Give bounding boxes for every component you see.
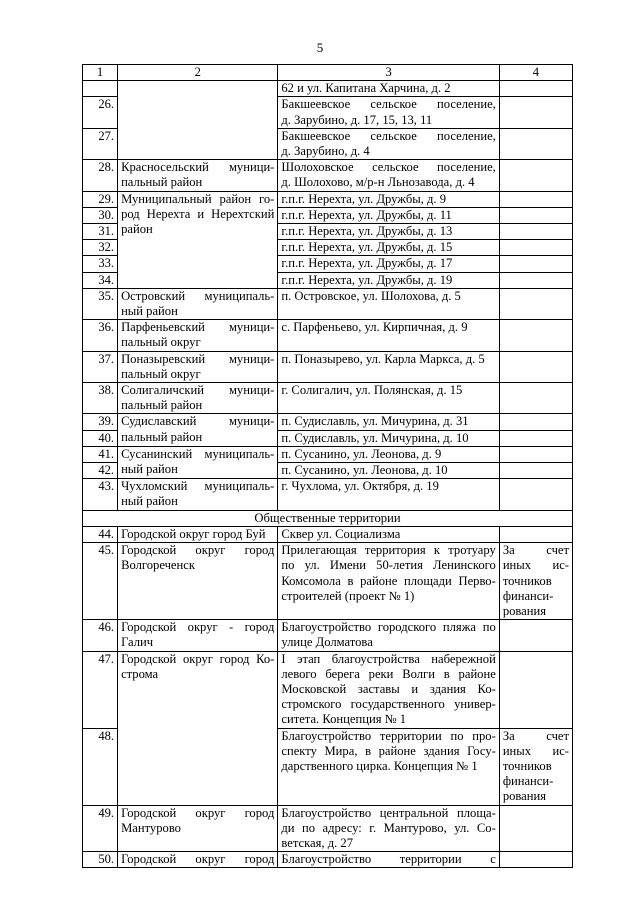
area-line: Красносельский муници- [121,160,275,175]
address-line: Комсомола в районе площади Перво- [281,573,496,588]
row-number: 27. [83,128,118,159]
row-area [118,543,278,620]
row-number: 37. [83,351,118,382]
note-line: иных ис- [502,743,569,758]
row-number: 45. [83,543,118,620]
table-row [83,288,573,319]
area-line: пальный район [121,175,203,190]
address-line: ситета. Концепция № 1 [281,712,407,727]
area-line: Городской округ город [121,805,275,820]
row-note [499,351,572,382]
row-address [278,160,499,191]
row-address: г.п.г. Нерехта, ул. Дружбы, д. 19 [278,272,499,288]
table-row [83,414,573,430]
row-address [278,728,499,805]
row-number: 48. [83,728,118,805]
address-line: д. Шолохово, м/р-н Льнозавода, д. 4 [281,175,475,190]
row-number: 44. [83,526,118,542]
header-col-4: 4 [499,65,572,81]
row-address: г.п.г. Нерехта, ул. Дружбы, д. 11 [278,207,499,223]
table-row [83,651,573,728]
row-address: г.п.г. Нерехта, ул. Дружбы, д. 13 [278,224,499,240]
row-note [499,446,572,462]
row-number: 43. [83,479,118,510]
table-row [83,383,573,414]
row-area: Городской округ город Буй [118,526,278,542]
row-address [278,128,499,159]
address-line: ветская, д. 27 [281,835,353,850]
row-address: п. Судиславль, ул. Мичурина, д. 10 [278,430,499,446]
address-line: ди по адресу: г. Мантурово, ул. Со- [281,820,496,835]
row-number: 47. [83,651,118,728]
row-number: 33. [83,256,118,272]
area-line: район [121,222,153,237]
row-number: 50. [83,852,118,868]
row-address [278,543,499,620]
row-note [499,320,572,351]
row-note [499,479,572,510]
row-note [499,728,572,805]
row-address: п. Островское, ул. Шолохова, д. 5 [278,288,499,319]
address-line: Бакшеевское сельское поселение, [281,97,496,112]
row-address: г. Чухлома, ул. Октября, д. 19 [278,479,499,510]
row-note [499,97,572,128]
row-note [499,543,572,620]
address-line: д. Зарубино, д. 17, 15, 13, 11 [281,112,433,127]
row-address: г. Солигалич, ул. Полянская, д. 15 [278,383,499,414]
table-row [83,479,573,510]
area-line: ный район [121,304,178,319]
row-note [499,526,572,542]
address-line: левого берега реки Волги в районе [281,666,496,681]
address-line: Бакшеевское сельское поселение, [281,128,496,143]
header-col-1: 1 [83,65,118,81]
note-line: финанси- [502,774,554,789]
area-line: Солигаличский муници- [121,383,275,398]
note-line: рования [502,603,547,618]
row-address: 62 и ул. Капитана Харчина, д. 2 [278,81,499,97]
header-row [83,65,573,81]
row-area [118,414,278,446]
row-area [118,383,278,414]
area-line: Городской округ город [121,543,275,558]
row-number: 39. [83,414,118,430]
row-note [499,430,572,446]
area-line: Поназыревский муници- [121,351,275,366]
area-line: род Нерехта и Нерехтский [121,206,275,221]
address-line: Шолоховское сельское поселение, [281,160,496,175]
area-line: Чухломский муниципаль- [121,479,275,494]
note-line: точников [502,758,552,773]
row-address: п. Поназырево, ул. Карла Маркса, д. 5 [278,351,499,382]
row-note [499,620,572,651]
row-note [499,651,572,728]
row-number [83,81,118,97]
area-line: Городской округ город Ко- [121,651,275,666]
table-row [83,160,573,191]
address-line: дарственного цирка. Концепция № 1 [281,758,478,773]
row-number: 28. [83,160,118,191]
table-row [83,81,573,97]
row-address: п. Сусанино, ул. Леонова, д. 10 [278,463,499,479]
header-col-3: 3 [278,65,499,81]
row-number: 26. [83,97,118,128]
row-note [499,191,572,207]
row-area [118,81,278,160]
table-row [83,320,573,351]
area-line: ный район [121,462,178,477]
table-row [83,852,573,868]
area-line: пальный район [121,429,203,444]
row-area [118,320,278,351]
note-line: точников [502,573,552,588]
row-area [118,446,278,478]
row-area [118,852,278,868]
table-row [83,805,573,852]
area-line: пальный район [121,398,203,413]
row-area [118,651,278,805]
section-row [83,510,573,526]
row-address: г.п.г. Нерехта, ул. Дружбы, д. 15 [278,240,499,256]
row-area [118,479,278,510]
row-number: 46. [83,620,118,651]
row-note [499,852,572,868]
area-line: строма [121,666,159,681]
table-row [83,620,573,651]
row-address [278,852,499,868]
row-address: г.п.г. Нерехта, ул. Дружбы, д. 9 [278,191,499,207]
table-row [83,526,573,542]
row-area [118,805,278,852]
row-address: п. Судиславль, ул. Мичурина, д. 31 [278,414,499,430]
area-line: Мантурово [121,820,181,835]
row-note [499,128,572,159]
row-address [278,620,499,651]
address-line: спекту Мира, в районе здания Госу- [281,743,496,758]
header-col-2: 2 [118,65,278,81]
area-line: Парфеньевский муници- [121,320,275,335]
address-line: улице Долматова [281,635,373,650]
row-number: 40. [83,430,118,446]
table-row [83,446,573,462]
row-area [118,160,278,191]
page-number: 5 [316,40,324,55]
row-area [118,620,278,651]
area-line: Городской округ город [121,852,275,867]
row-area [118,288,278,319]
note-line: рования [502,789,547,804]
address-line: стромского государственного универ- [281,697,496,712]
row-note [499,805,572,852]
row-address: Сквер ул. Социализма [278,526,499,542]
area-line: Волгореченск [121,558,195,573]
row-area [118,191,278,288]
row-note [499,288,572,319]
row-note [499,160,572,191]
area-line: пальный округ [121,335,201,350]
row-note [499,383,572,414]
row-number: 30. [83,207,118,223]
row-number: 35. [83,288,118,319]
row-address: с. Парфеньево, ул. Кирпичная, д. 9 [278,320,499,351]
area-line: Сусанинский муниципаль- [121,446,275,461]
row-number: 32. [83,240,118,256]
row-note [499,240,572,256]
area-line: Муниципальный район го- [121,191,275,206]
table-row [83,543,573,620]
table-row [83,351,573,382]
row-number: 29. [83,191,118,207]
area-line: Островский муниципаль- [121,288,275,303]
row-number: 42. [83,463,118,479]
row-number: 34. [83,272,118,288]
row-note [499,256,572,272]
row-area [118,351,278,382]
area-line: Судиславский муници- [121,414,275,429]
note-line: За счет [502,543,569,558]
address-line: Прилегающая территория к тротуару [281,543,496,558]
address-line: Благоустройство городского пляжа по [281,620,496,635]
row-note [499,272,572,288]
row-number: 41. [83,446,118,462]
row-note [499,207,572,223]
address-line: I этап благоустройства набережной [281,651,496,666]
row-address [278,651,499,728]
address-line: строителей (проект № 1) [281,588,415,603]
address-line: Благоустройство территории с [281,852,496,867]
note-line: За счет [502,728,569,743]
row-note [499,463,572,479]
address-line: Благоустройство центральной площа- [281,805,496,820]
section-title: Общественные территории [83,510,573,526]
row-note [499,224,572,240]
area-line: Городской округ - город [121,620,275,635]
row-number: 49. [83,805,118,852]
address-line: Московской заставы и здания Ко- [281,681,496,696]
area-line: ный район [121,494,178,509]
row-note [499,414,572,430]
row-number: 31. [83,224,118,240]
row-address: г.п.г. Нерехта, ул. Дружбы, д. 17 [278,256,499,272]
area-line: пальный округ [121,366,201,381]
area-line: Галич [121,635,154,650]
row-number: 36. [83,320,118,351]
address-line: Благоустройство территории по про- [281,728,496,743]
row-note [499,81,572,97]
table-row [83,191,573,207]
note-line: финанси- [502,588,554,603]
territories-table [82,64,573,868]
row-address [278,805,499,852]
row-address [278,97,499,128]
note-line: иных ис- [502,558,569,573]
address-line: по ул. Имени 50-летия Ленинского [281,558,496,573]
row-number: 38. [83,383,118,414]
address-line: д. Зарубино, д. 4 [281,144,370,159]
row-address: п. Сусанино, ул. Леонова, д. 9 [278,446,499,462]
